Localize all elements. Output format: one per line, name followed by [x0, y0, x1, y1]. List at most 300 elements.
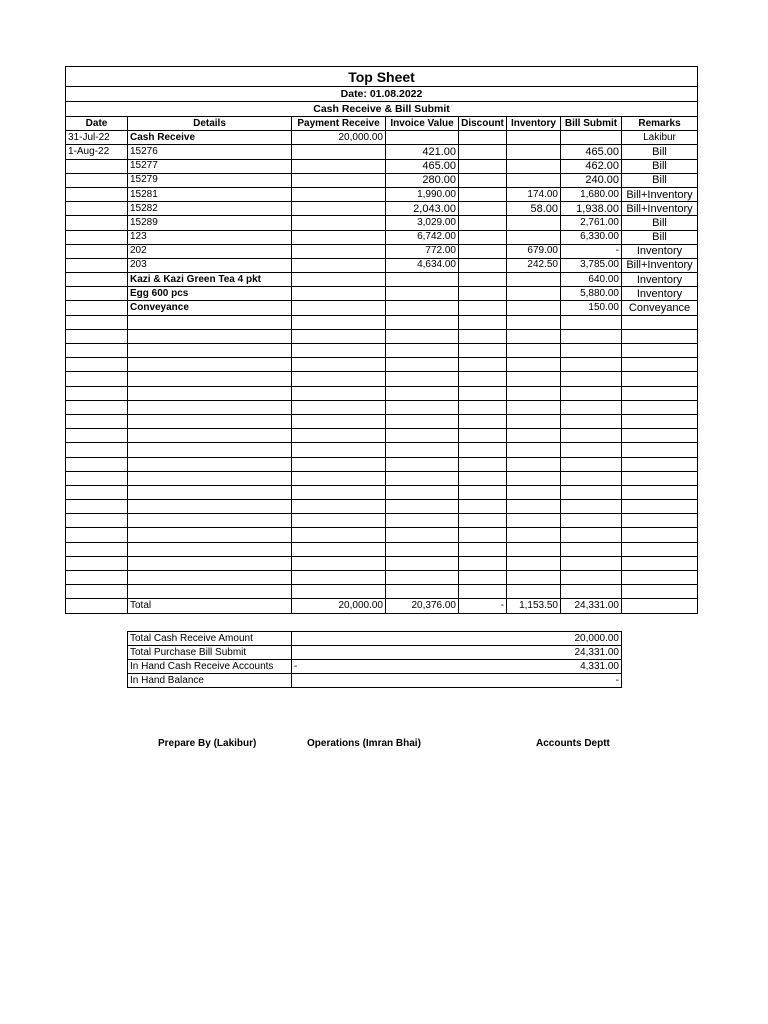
total-invoice: 20,376.00 [386, 599, 459, 614]
cell-date [66, 301, 128, 315]
cell-discount [459, 173, 507, 187]
cell-date [66, 159, 128, 173]
blank-row [66, 500, 698, 514]
blank-cell [66, 358, 128, 372]
table-row [66, 145, 698, 159]
header-remarks: Remarks [622, 117, 698, 131]
blank-cell [386, 400, 459, 414]
blank-cell [386, 514, 459, 528]
blank-cell [66, 429, 128, 443]
cell-invoice: 280.00 [386, 173, 459, 187]
cell-payment [292, 173, 386, 187]
cell-invoice: 465.00 [386, 159, 459, 173]
blank-cell [128, 471, 292, 485]
blank-cell [386, 471, 459, 485]
cell-date [66, 230, 128, 244]
cell-inventory [507, 159, 561, 173]
cell-details: 202 [128, 244, 292, 258]
blank-cell [561, 386, 622, 400]
blank-cell [622, 528, 698, 542]
blank-cell [292, 500, 386, 514]
summary-label: In Hand Cash Receive Accounts [128, 660, 292, 674]
cell-bill: 465.00 [561, 145, 622, 159]
summary-row [128, 632, 622, 646]
table-row [66, 187, 698, 201]
blank-cell [622, 571, 698, 585]
cell-bill: 462.00 [561, 159, 622, 173]
cell-discount [459, 216, 507, 230]
blank-row [66, 344, 698, 358]
blank-cell [386, 372, 459, 386]
cell-inventory: 58.00 [507, 202, 561, 216]
cell-bill: 6,330.00 [561, 230, 622, 244]
table-row [66, 273, 698, 287]
table-row [66, 244, 698, 258]
cell-payment [292, 202, 386, 216]
blank-cell [386, 344, 459, 358]
blank-cell [66, 315, 128, 329]
blank-row [66, 542, 698, 556]
cell-remarks: Lakibur [622, 131, 698, 145]
blank-row [66, 528, 698, 542]
blank-cell [386, 315, 459, 329]
cell-payment [292, 216, 386, 230]
cell-details: 15276 [128, 145, 292, 159]
blank-cell [622, 542, 698, 556]
cell-date: 1-Aug-22 [66, 145, 128, 159]
blank-cell [292, 457, 386, 471]
blank-cell [128, 443, 292, 457]
blank-cell [292, 528, 386, 542]
cell-invoice: 2,043.00 [386, 202, 459, 216]
cell-invoice: 6,742.00 [386, 230, 459, 244]
blank-cell [507, 315, 561, 329]
table-row [66, 159, 698, 173]
blank-cell [561, 471, 622, 485]
blank-cell [459, 585, 507, 599]
header-discount: Discount [459, 117, 507, 131]
blank-row [66, 329, 698, 343]
blank-cell [561, 315, 622, 329]
cell-payment [292, 258, 386, 272]
blank-row [66, 414, 698, 428]
header-inventory: Inventory [507, 117, 561, 131]
blank-cell [386, 414, 459, 428]
cell-details: 15277 [128, 159, 292, 173]
blank-cell [561, 358, 622, 372]
summary-amount: 24,331.00 [574, 646, 619, 658]
cell-bill: 640.00 [561, 273, 622, 287]
blank-cell [561, 514, 622, 528]
blank-cell [459, 457, 507, 471]
blank-cell [459, 429, 507, 443]
blank-cell [386, 429, 459, 443]
cell-inventory [507, 216, 561, 230]
blank-row [66, 372, 698, 386]
blank-cell [561, 443, 622, 457]
table-row [66, 258, 698, 272]
blank-cell [292, 372, 386, 386]
blank-cell [507, 429, 561, 443]
cell-payment [292, 145, 386, 159]
blank-cell [561, 400, 622, 414]
blank-cell [507, 372, 561, 386]
cell-details: Kazi & Kazi Green Tea 4 pkt [128, 273, 292, 287]
blank-cell [128, 400, 292, 414]
blank-cell [292, 485, 386, 499]
blank-cell [128, 542, 292, 556]
blank-cell [507, 485, 561, 499]
blank-cell [386, 457, 459, 471]
blank-cell [561, 372, 622, 386]
cell-bill [561, 131, 622, 145]
cell-inventory [507, 273, 561, 287]
blank-cell [386, 528, 459, 542]
table-row [66, 173, 698, 187]
total-bill: 24,331.00 [561, 599, 622, 614]
cell-date [66, 287, 128, 301]
header-invoice: Invoice Value [386, 117, 459, 131]
summary-value [292, 646, 622, 660]
blank-cell [128, 514, 292, 528]
blank-row [66, 585, 698, 599]
blank-cell [128, 457, 292, 471]
blank-cell [622, 358, 698, 372]
blank-cell [507, 414, 561, 428]
blank-cell [459, 514, 507, 528]
blank-row [66, 556, 698, 570]
blank-cell [622, 585, 698, 599]
blank-cell [292, 443, 386, 457]
cell-payment [292, 244, 386, 258]
blank-cell [622, 386, 698, 400]
summary-row [128, 660, 622, 674]
prepared-by-label: Prepare By (Lakibur) [158, 738, 257, 749]
sheet-title: Top Sheet [66, 67, 698, 87]
blank-cell [561, 571, 622, 585]
cell-bill: 3,785.00 [561, 258, 622, 272]
total-empty [622, 599, 698, 614]
blank-cell [459, 315, 507, 329]
blank-cell [292, 429, 386, 443]
cell-discount [459, 273, 507, 287]
sheet-subtitle: Cash Receive & Bill Submit [66, 102, 698, 117]
header-bill: Bill Submit [561, 117, 622, 131]
blank-cell [66, 344, 128, 358]
blank-cell [459, 485, 507, 499]
blank-cell [128, 315, 292, 329]
blank-cell [66, 528, 128, 542]
total-row [66, 599, 698, 614]
total-label: Total [128, 599, 292, 614]
blank-cell [292, 315, 386, 329]
blank-cell [459, 372, 507, 386]
blank-cell [507, 471, 561, 485]
table-row [66, 216, 698, 230]
blank-cell [459, 386, 507, 400]
blank-cell [459, 414, 507, 428]
header-date: Date [66, 117, 128, 131]
blank-cell [561, 556, 622, 570]
cell-inventory [507, 287, 561, 301]
cell-discount [459, 131, 507, 145]
blank-cell [561, 485, 622, 499]
blank-cell [292, 514, 386, 528]
blank-cell [292, 414, 386, 428]
blank-cell [507, 556, 561, 570]
header-payment: Payment Receive [292, 117, 386, 131]
blank-cell [507, 344, 561, 358]
cell-remarks: Bill+Inventory [622, 202, 698, 216]
cell-date [66, 202, 128, 216]
blank-cell [561, 344, 622, 358]
blank-cell [561, 457, 622, 471]
cell-payment [292, 301, 386, 315]
blank-cell [507, 500, 561, 514]
blank-cell [561, 429, 622, 443]
cell-payment [292, 287, 386, 301]
blank-cell [128, 485, 292, 499]
blank-cell [622, 485, 698, 499]
blank-row [66, 471, 698, 485]
blank-cell [507, 585, 561, 599]
table-row [66, 202, 698, 216]
blank-cell [128, 585, 292, 599]
cell-inventory: 242.50 [507, 258, 561, 272]
blank-cell [128, 414, 292, 428]
blank-cell [507, 400, 561, 414]
blank-cell [561, 329, 622, 343]
cell-invoice: 772.00 [386, 244, 459, 258]
sheet-date: Date: 01.08.2022 [66, 87, 698, 102]
cell-remarks: Inventory [622, 287, 698, 301]
blank-cell [507, 457, 561, 471]
blank-cell [622, 372, 698, 386]
blank-cell [507, 329, 561, 343]
cell-invoice [386, 131, 459, 145]
cell-payment [292, 273, 386, 287]
blank-cell [622, 457, 698, 471]
blank-cell [66, 372, 128, 386]
blank-cell [386, 358, 459, 372]
cell-discount [459, 159, 507, 173]
cell-discount [459, 145, 507, 159]
blank-cell [128, 500, 292, 514]
blank-row [66, 400, 698, 414]
blank-cell [459, 542, 507, 556]
cell-bill: 2,761.00 [561, 216, 622, 230]
blank-cell [507, 514, 561, 528]
blank-cell [292, 542, 386, 556]
blank-cell [622, 344, 698, 358]
cell-inventory: 174.00 [507, 187, 561, 201]
cell-inventory: 679.00 [507, 244, 561, 258]
cell-bill: 1,938.00 [561, 202, 622, 216]
cell-bill: 5,880.00 [561, 287, 622, 301]
blank-cell [292, 556, 386, 570]
summary-mid: - [294, 660, 298, 672]
cell-details: Conveyance [128, 301, 292, 315]
blank-cell [386, 329, 459, 343]
blank-cell [128, 386, 292, 400]
header-row [66, 117, 698, 131]
cell-remarks: Inventory [622, 244, 698, 258]
blank-cell [128, 528, 292, 542]
cell-bill: 150.00 [561, 301, 622, 315]
blank-cell [507, 528, 561, 542]
blank-row [66, 358, 698, 372]
blank-cell [386, 556, 459, 570]
cell-inventory [507, 230, 561, 244]
blank-cell [622, 556, 698, 570]
blank-row [66, 514, 698, 528]
accounts-label: Accounts Deptt [536, 738, 610, 749]
blank-cell [386, 485, 459, 499]
blank-cell [292, 329, 386, 343]
blank-cell [66, 329, 128, 343]
total-empty [66, 599, 128, 614]
summary-label: In Hand Balance [128, 674, 292, 688]
blank-cell [128, 571, 292, 585]
blank-cell [66, 485, 128, 499]
blank-cell [561, 542, 622, 556]
cell-invoice: 4,634.00 [386, 258, 459, 272]
blank-cell [66, 500, 128, 514]
summary-table [127, 631, 622, 688]
cell-inventory [507, 301, 561, 315]
blank-row [66, 315, 698, 329]
cell-payment: 20,000.00 [292, 131, 386, 145]
blank-cell [292, 386, 386, 400]
summary-value [292, 660, 622, 674]
blank-cell [386, 571, 459, 585]
blank-cell [128, 372, 292, 386]
blank-cell [459, 443, 507, 457]
operations-label: Operations (Imran Bhai) [307, 738, 421, 749]
blank-cell [459, 344, 507, 358]
cell-invoice: 1,990.00 [386, 187, 459, 201]
summary-amount: 4,331.00 [580, 660, 619, 672]
blank-cell [622, 315, 698, 329]
cell-details: 203 [128, 258, 292, 272]
cell-discount [459, 202, 507, 216]
total-discount: - [459, 599, 507, 614]
summary-row [128, 674, 622, 688]
blank-cell [459, 556, 507, 570]
cell-date [66, 244, 128, 258]
summary-value [292, 632, 622, 646]
cell-inventory [507, 131, 561, 145]
blank-cell [292, 344, 386, 358]
blank-cell [128, 329, 292, 343]
blank-cell [459, 500, 507, 514]
blank-cell [561, 500, 622, 514]
blank-row [66, 485, 698, 499]
cell-date [66, 258, 128, 272]
cell-details: Cash Receive [128, 131, 292, 145]
blank-row [66, 386, 698, 400]
blank-cell [66, 414, 128, 428]
blank-row [66, 457, 698, 471]
blank-cell [459, 528, 507, 542]
blank-cell [292, 400, 386, 414]
summary-amount: - [615, 674, 619, 686]
table-row [66, 230, 698, 244]
blank-cell [622, 329, 698, 343]
blank-cell [292, 358, 386, 372]
cell-details: 15282 [128, 202, 292, 216]
blank-cell [66, 514, 128, 528]
blank-cell [459, 329, 507, 343]
blank-row [66, 429, 698, 443]
cell-remarks: Bill [622, 173, 698, 187]
blank-cell [459, 400, 507, 414]
cell-remarks: Bill+Inventory [622, 187, 698, 201]
blank-cell [66, 457, 128, 471]
cell-date [66, 273, 128, 287]
summary-label: Total Cash Receive Amount [128, 632, 292, 646]
cell-date [66, 216, 128, 230]
cell-details: 15281 [128, 187, 292, 201]
cell-date: 31-Jul-22 [66, 131, 128, 145]
blank-cell [292, 585, 386, 599]
blank-row [66, 443, 698, 457]
blank-cell [66, 443, 128, 457]
summary-label: Total Purchase Bill Submit [128, 646, 292, 660]
blank-cell [561, 414, 622, 428]
summary-row [128, 646, 622, 660]
blank-cell [561, 585, 622, 599]
blank-cell [507, 542, 561, 556]
cell-discount [459, 287, 507, 301]
cell-details: Egg 600 pcs [128, 287, 292, 301]
blank-cell [128, 358, 292, 372]
header-details: Details [128, 117, 292, 131]
cell-details: 15289 [128, 216, 292, 230]
table-row [66, 301, 698, 315]
blank-cell [66, 542, 128, 556]
cell-discount [459, 187, 507, 201]
blank-cell [507, 358, 561, 372]
cell-inventory [507, 173, 561, 187]
cell-remarks: Bill [622, 230, 698, 244]
top-sheet-table [65, 66, 698, 614]
blank-cell [66, 585, 128, 599]
blank-cell [622, 429, 698, 443]
blank-cell [507, 571, 561, 585]
cell-remarks: Bill [622, 159, 698, 173]
cell-remarks: Inventory [622, 273, 698, 287]
cell-payment [292, 159, 386, 173]
blank-cell [622, 514, 698, 528]
total-inventory: 1,153.50 [507, 599, 561, 614]
cell-date [66, 173, 128, 187]
cell-remarks: Bill [622, 216, 698, 230]
blank-cell [622, 443, 698, 457]
blank-cell [507, 443, 561, 457]
cell-remarks: Conveyance [622, 301, 698, 315]
table-row [66, 131, 698, 145]
cell-payment [292, 230, 386, 244]
summary-value [292, 674, 622, 688]
cell-inventory [507, 145, 561, 159]
blank-cell [459, 471, 507, 485]
cell-details: 15279 [128, 173, 292, 187]
cell-date [66, 187, 128, 201]
blank-cell [66, 471, 128, 485]
cell-discount [459, 230, 507, 244]
cell-invoice: 421.00 [386, 145, 459, 159]
